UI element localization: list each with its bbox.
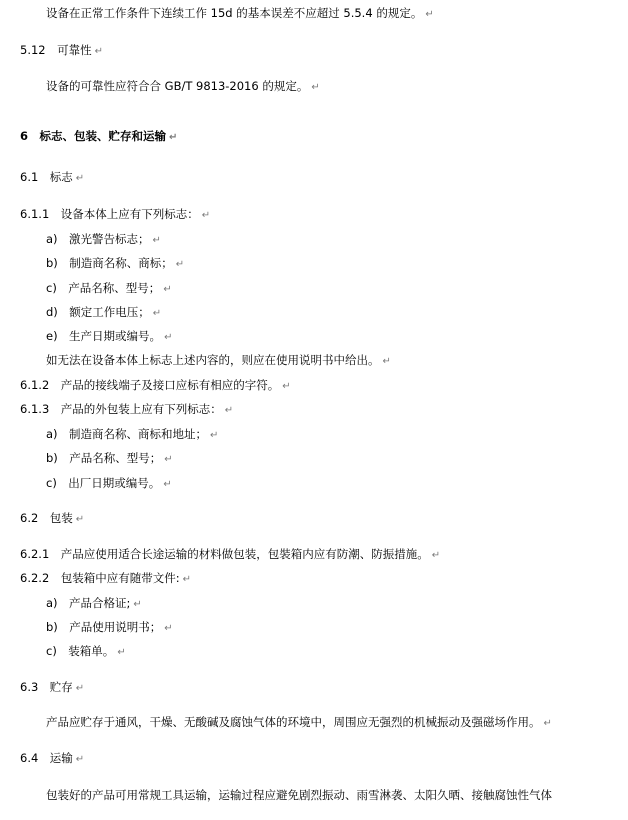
- list-item: c) 装箱单。 ↵: [46, 644, 126, 658]
- list-item: b) 产品名称、型号； ↵: [46, 451, 173, 465]
- chapter-heading: 6 标志、包装、贮存和运输 ↵: [20, 129, 178, 143]
- paragraph-mark-icon: ↵: [94, 46, 103, 57]
- section-heading: 6.2 包装 ↵: [20, 511, 85, 525]
- paragraph-mark-icon: ↵: [425, 9, 434, 20]
- paragraph-mark-icon: ↵: [75, 754, 85, 765]
- paragraph-mark-icon: ↵: [431, 550, 441, 561]
- list-item: d) 额定工作电压； ↵: [46, 305, 162, 319]
- paragraph-mark-icon: ↵: [182, 574, 192, 585]
- paragraph-line: 设备在正常工作条件下连续工作 15d 的基本误差不应超过 5.5.4 的规定。 ↵: [46, 6, 434, 20]
- list-item: a) 激光警告标志； ↵: [46, 232, 161, 246]
- paragraph-mark-icon: ↵: [164, 454, 173, 465]
- paragraph-mark-icon: ↵: [224, 405, 234, 416]
- paragraph-line: 如无法在设备本体上标志上述内容的，则应在使用说明书中给出。 ↵: [46, 353, 391, 367]
- paragraph-mark-icon: ↵: [133, 599, 142, 610]
- paragraph-mark-icon: ↵: [75, 683, 85, 694]
- paragraph-mark-icon: ↵: [117, 647, 126, 658]
- list-item: a) 制造商名称、商标和地址； ↵: [46, 427, 219, 441]
- paragraph-mark-icon: ↵: [282, 381, 291, 392]
- paragraph-mark-icon: ↵: [175, 259, 185, 270]
- list-item: b) 制造商名称、商标； ↵: [46, 256, 185, 270]
- paragraph-mark-icon: ↵: [163, 479, 172, 490]
- paragraph-mark-icon: ↵: [201, 210, 211, 221]
- paragraph-line: 产品应贮存于通风，干燥、无酸碱及腐蚀气体的环境中，周围应无强烈的机械振动及强磁场作用。 ↵: [46, 715, 552, 729]
- list-item: e) 生产日期或编号。 ↵: [46, 329, 173, 343]
- paragraph-mark-icon: ↵: [164, 623, 173, 634]
- paragraph-mark-icon: ↵: [543, 718, 552, 729]
- section-heading: 5.12 可靠性 ↵: [20, 43, 103, 57]
- paragraph-line: 包装好的产品可用常规工具运输，运输过程应避免剧烈振动、雨雪淋袭、太阳久晒、接触腐蚀性气体: [46, 788, 552, 802]
- clause-line: 6.2.2 包装箱中应有随带文件: ↵: [20, 571, 192, 585]
- paragraph-mark-icon: ↵: [152, 308, 162, 319]
- paragraph-line: 设备的可靠性应符合合 GB/T 9813-2016 的规定。 ↵: [46, 79, 320, 93]
- list-item: c) 产品名称、型号； ↵: [46, 281, 172, 295]
- paragraph-mark-icon: ↵: [152, 235, 161, 246]
- clause-line: 6.1.3 产品的外包装上应有下列标志： ↵: [20, 402, 234, 416]
- list-item: a) 产品合格证; ↵: [46, 596, 142, 610]
- paragraph-mark-icon: ↵: [75, 173, 85, 184]
- paragraph-mark-icon: ↵: [75, 514, 85, 525]
- paragraph-mark-icon: ↵: [163, 284, 172, 295]
- paragraph-mark-icon: ↵: [311, 82, 320, 93]
- paragraph-mark-icon: ↵: [382, 356, 391, 367]
- section-heading: 6.4 运输 ↵: [20, 751, 85, 765]
- list-item: c) 出厂日期或编号。 ↵: [46, 476, 172, 490]
- paragraph-mark-icon: ↵: [210, 430, 219, 441]
- paragraph-mark-icon: ↵: [164, 332, 173, 343]
- paragraph-mark-icon: ↵: [169, 132, 178, 143]
- section-heading: 6.3 贮存 ↵: [20, 680, 85, 694]
- list-item: b) 产品使用说明书； ↵: [46, 620, 173, 634]
- clause-line: 6.1.1 设备本体上应有下列标志： ↵: [20, 207, 211, 221]
- clause-line: 6.1.2 产品的接线端子及接口应标有相应的字符。 ↵: [20, 378, 291, 392]
- section-heading: 6.1 标志 ↵: [20, 170, 85, 184]
- clause-line: 6.2.1 产品应使用适合长途运输的材料做包装，包裝箱内应有防潮、防振措施。 ↵: [20, 547, 441, 561]
